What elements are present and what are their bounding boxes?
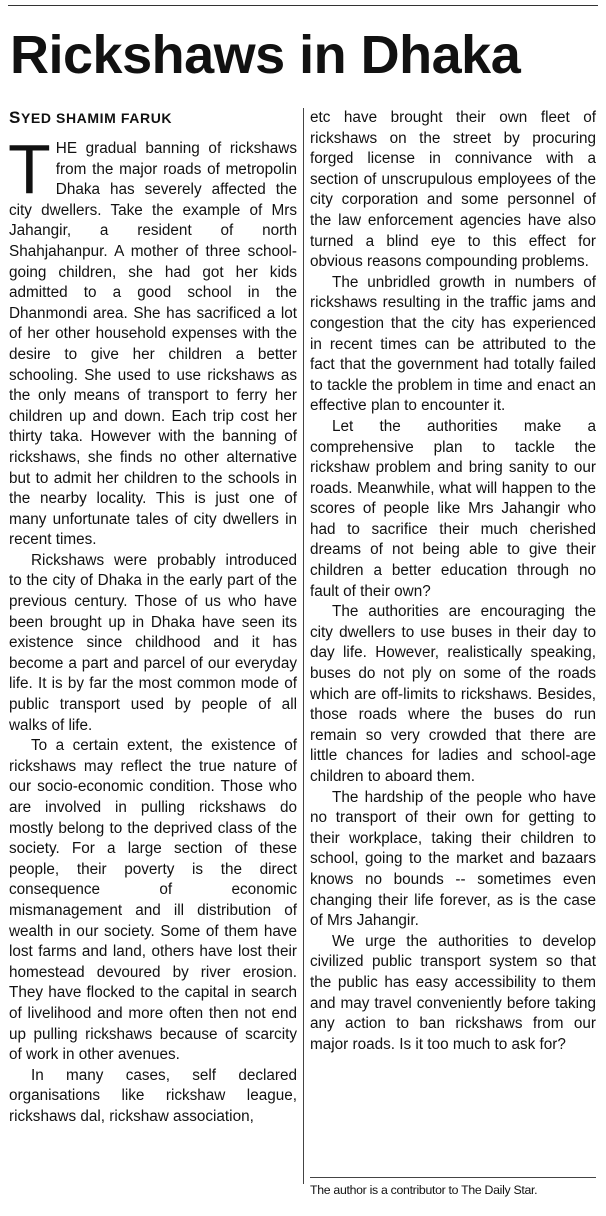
drop-cap: T bbox=[8, 130, 51, 208]
paragraph-1-text: HE gradual banning of rickshaws from the major roads of metropolin Dhaka has severely affected the city dwellers. Take the example of Mrs Jahangir, a resident of north Shahjahanpur. A mother of three school-going children, she had got her kids admitted to a good school in the Dhanmondi area. She has sacrificed a lot of her other household expenses with the desire to give her children a better schooling. She used to use rickshaws as the only means of transport to ferry her children up and down. Each trip cost her thirty taka. However with the banning of rickshaws, she finds no other alternative but to admit her children to the schools in the nearby locality. This is just one of many unfortunate tales of city dwellers in recent times. bbox=[9, 140, 297, 549]
paragraph-7: Let the authorities make a comprehensive plan to tackle the rickshaw problem and bring sanity to our roads. Meanwhile, what will happen to the scores of people like Mrs Jahangir who had to sacrifice their much cherished dreams of not being able to give their children a better education through no fault of their own? bbox=[310, 417, 596, 600]
paragraph-1 bbox=[8, 130, 297, 551]
paragraph-6: The unbridled growth in numbers of rickshaws resulting in the traffic jams and congestion that the city has experienced in recent times can be attributed to the fact that the government had totally failed to tackle the problem in time and enact an effective plan to encounter it. bbox=[310, 273, 596, 415]
paragraph-3: To a certain extent, the existence of rickshaws may reflect the true nature of our socio-economic condition. Those who are involved in pulling rickshaws do mostly belong to the deprived class of the society. For a large section of these people, their poverty is the direct consequence of economic mismanagement and ill distribution of wealth in our society. Some of them have lost farms and land, others have lost their homestead devoured by river erosion. They have flocked to the capital in search of livelihood and more often then not end up pulling rickshaws because of scarcity of work in other avenues. bbox=[9, 737, 297, 1064]
paragraph-2: Rickshaws were probably introduced to the city of Dhaka in the early part of the previous century. Those of us who have been brought up in Dhaka have seen its existence since childhood and it has become a part and parcel of our everyday life. It is by far the most common mode of public transport used by people of all walks of life. bbox=[9, 551, 297, 734]
column-right bbox=[310, 108, 596, 1055]
column-left bbox=[9, 108, 297, 1128]
author-footnote: The author is a contributor to The Daily Star. bbox=[310, 1177, 596, 1198]
article-body bbox=[9, 108, 596, 1198]
paragraph-8: The authorities are encouraging the city dwellers to use buses in their day to day life. However, realistically speaking, buses do not ply on some of the roads which are off-limits to rickshaws. Besides, those roads where the buses do run remain so very crowded that there are little chances for ladies and school-age children to aboard them. bbox=[310, 603, 596, 785]
article-headline: Rickshaws in Dhaka bbox=[10, 25, 521, 85]
byline: SYED SHAMIM FARUK bbox=[9, 108, 173, 127]
paragraph-9: The hardship of the people who have no transport of their own for getting to their workplace, taking their children to school, going to the market and bazaars knows no bounds -- sometimes even changing their life forever, as is the case of Mrs Jahangir. bbox=[310, 788, 596, 930]
paragraph-4: In many cases, self declared organisations like rickshaw league, rickshaws dal, rickshaw association, bbox=[9, 1066, 297, 1125]
top-rule bbox=[8, 5, 598, 6]
paragraph-10: We urge the authorities to develop civilized public transport system so that the public has easy accessibility to them and may travel conveniently before taking any action to ban rickshaws from our major roads. Is it too much to ask for? bbox=[310, 932, 596, 1053]
column-divider bbox=[303, 108, 304, 1184]
paragraph-5: etc have brought their own fleet of rickshaws on the street by procuring forged license in connivance with a section of unscrupulous employees of the city corporation and some personnel of the law enforcement agencies have also turned a blind eye to this effect for obvious reasons compounding problems. bbox=[310, 109, 596, 271]
